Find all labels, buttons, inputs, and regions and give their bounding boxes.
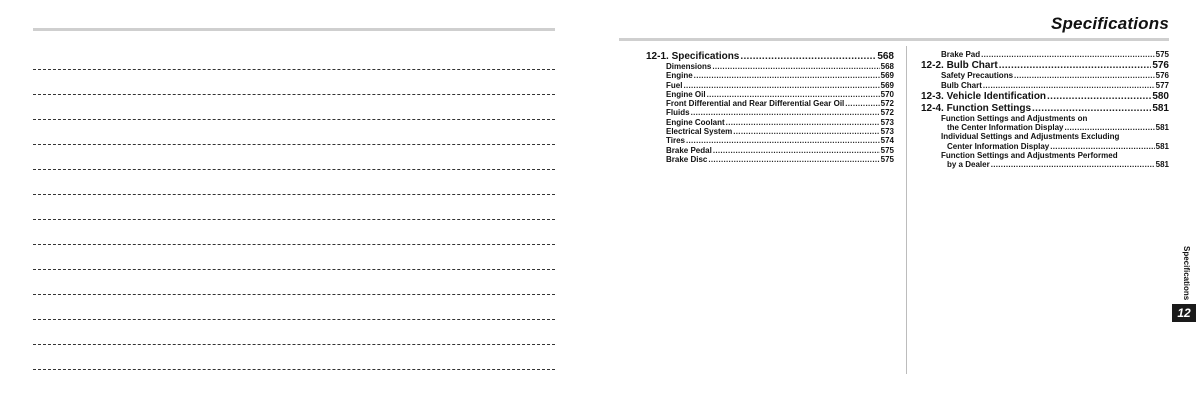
- toc-entry-label: Bulb Chart: [941, 80, 982, 90]
- toc-entry[interactable]: [646, 71, 894, 80]
- toc-entry-label: 12-3. Vehicle Identification: [921, 90, 1047, 102]
- note-line: [33, 369, 555, 370]
- toc-entry-label: Brake Disc: [666, 154, 708, 164]
- toc-entry-label: Center Information Display: [947, 141, 1050, 151]
- toc-entry[interactable]: [921, 151, 1169, 170]
- note-line: [33, 269, 555, 270]
- toc-entry-page: 576: [1152, 60, 1169, 72]
- toc-entry[interactable]: [921, 91, 1169, 102]
- toc-entry-page: 570: [880, 89, 894, 99]
- toc-entry[interactable]: [921, 132, 1169, 151]
- toc-entry-label: Engine Oil: [666, 89, 706, 99]
- toc-entry-page: 581: [1155, 123, 1169, 133]
- toc-left-column: [646, 50, 894, 164]
- toc-entry-page: 569: [880, 80, 894, 90]
- toc-entry-label: Fuel: [666, 80, 683, 90]
- toc-entry-page: 573: [880, 117, 894, 127]
- toc-entry[interactable]: [921, 81, 1169, 90]
- note-line: [33, 244, 555, 245]
- toc-entry-label: Brake Pedal: [666, 145, 712, 155]
- toc-entry-page: 572: [880, 108, 894, 118]
- note-line: [33, 119, 555, 120]
- notes-header-bar: [33, 28, 555, 31]
- toc-entry-page: 575: [1155, 50, 1169, 59]
- toc-entry-page: 575: [880, 154, 894, 164]
- note-line: [33, 144, 555, 145]
- header-bar: [619, 38, 1169, 41]
- toc-entry[interactable]: [646, 81, 894, 90]
- toc-entry-label: 12-4. Function Settings: [921, 102, 1032, 114]
- toc-entry[interactable]: [646, 118, 894, 127]
- toc-entry[interactable]: [921, 71, 1169, 80]
- toc-entry[interactable]: [646, 108, 894, 117]
- toc-entry-label: 12-2. Bulb Chart: [921, 60, 998, 72]
- toc-entry-label: Fluids: [666, 108, 690, 118]
- toc-entry[interactable]: [921, 103, 1169, 114]
- toc-entry[interactable]: [646, 90, 894, 99]
- toc-entry-label: Individual Settings and Adjustments Excluding: [941, 132, 1120, 142]
- toc-entry-page: 569: [880, 71, 894, 81]
- toc-entry-label: the Center Information Display: [947, 123, 1064, 133]
- toc-entry-page: 581: [1155, 160, 1169, 170]
- toc-entry-label: Function Settings and Adjustments Performed: [941, 151, 1118, 161]
- toc-entry-label: Brake Pad: [941, 50, 981, 59]
- toc-entry[interactable]: [646, 99, 894, 108]
- toc-entry-label: Function Settings and Adjustments on: [941, 113, 1088, 123]
- note-line: [33, 194, 555, 195]
- page-title: Specifications: [1050, 14, 1169, 33]
- column-divider: [906, 46, 907, 374]
- toc-right-column: [921, 50, 1169, 170]
- note-line: [33, 219, 555, 220]
- toc-entry-page: 575: [880, 145, 894, 155]
- toc-entry-page: 580: [1152, 90, 1169, 102]
- toc-entry-page: 568: [880, 62, 894, 71]
- toc-entry-page: 581: [1155, 141, 1169, 151]
- toc-entry-label: Engine Coolant: [666, 117, 725, 127]
- note-line: [33, 169, 555, 170]
- toc-entry-label: 12-1. Specifications: [646, 51, 740, 62]
- toc-entry[interactable]: [921, 114, 1169, 133]
- toc-entry-label: Tires: [666, 136, 685, 146]
- toc-entry[interactable]: [646, 62, 894, 71]
- toc-entry-page: 577: [1155, 80, 1169, 90]
- chapter-tab[interactable]: 12: [1172, 304, 1196, 322]
- toc-entry[interactable]: [921, 50, 1169, 59]
- toc-entry-label: Safety Precautions: [941, 71, 1014, 81]
- toc-entry[interactable]: [921, 60, 1169, 71]
- toc-entry[interactable]: [646, 155, 894, 164]
- toc-entry[interactable]: [646, 146, 894, 155]
- toc-entry-label: by a Dealer: [947, 160, 990, 170]
- note-line: [33, 69, 555, 70]
- toc-entry-label: Dimensions: [666, 62, 712, 71]
- toc-entry-label: Engine: [666, 71, 693, 81]
- side-section-label: Specifications: [1182, 245, 1191, 301]
- toc-entry-page: 576: [1155, 71, 1169, 81]
- toc-entry-label: Electrical System: [666, 127, 733, 137]
- toc-entry-page: 574: [880, 136, 894, 146]
- toc-entry-label: Front Differential and Rear Differential Gear Oil: [666, 99, 845, 109]
- toc-entry-page: 572: [880, 99, 894, 109]
- toc-entry-page: 573: [880, 127, 894, 137]
- toc-entry-page: 581: [1152, 102, 1169, 114]
- toc-entry-page: 568: [877, 51, 894, 62]
- note-line: [33, 294, 555, 295]
- note-line: [33, 94, 555, 95]
- note-line: [33, 344, 555, 345]
- toc-entry[interactable]: [646, 136, 894, 145]
- note-line: [33, 319, 555, 320]
- toc-entry[interactable]: [646, 127, 894, 136]
- toc-entry[interactable]: [646, 51, 894, 62]
